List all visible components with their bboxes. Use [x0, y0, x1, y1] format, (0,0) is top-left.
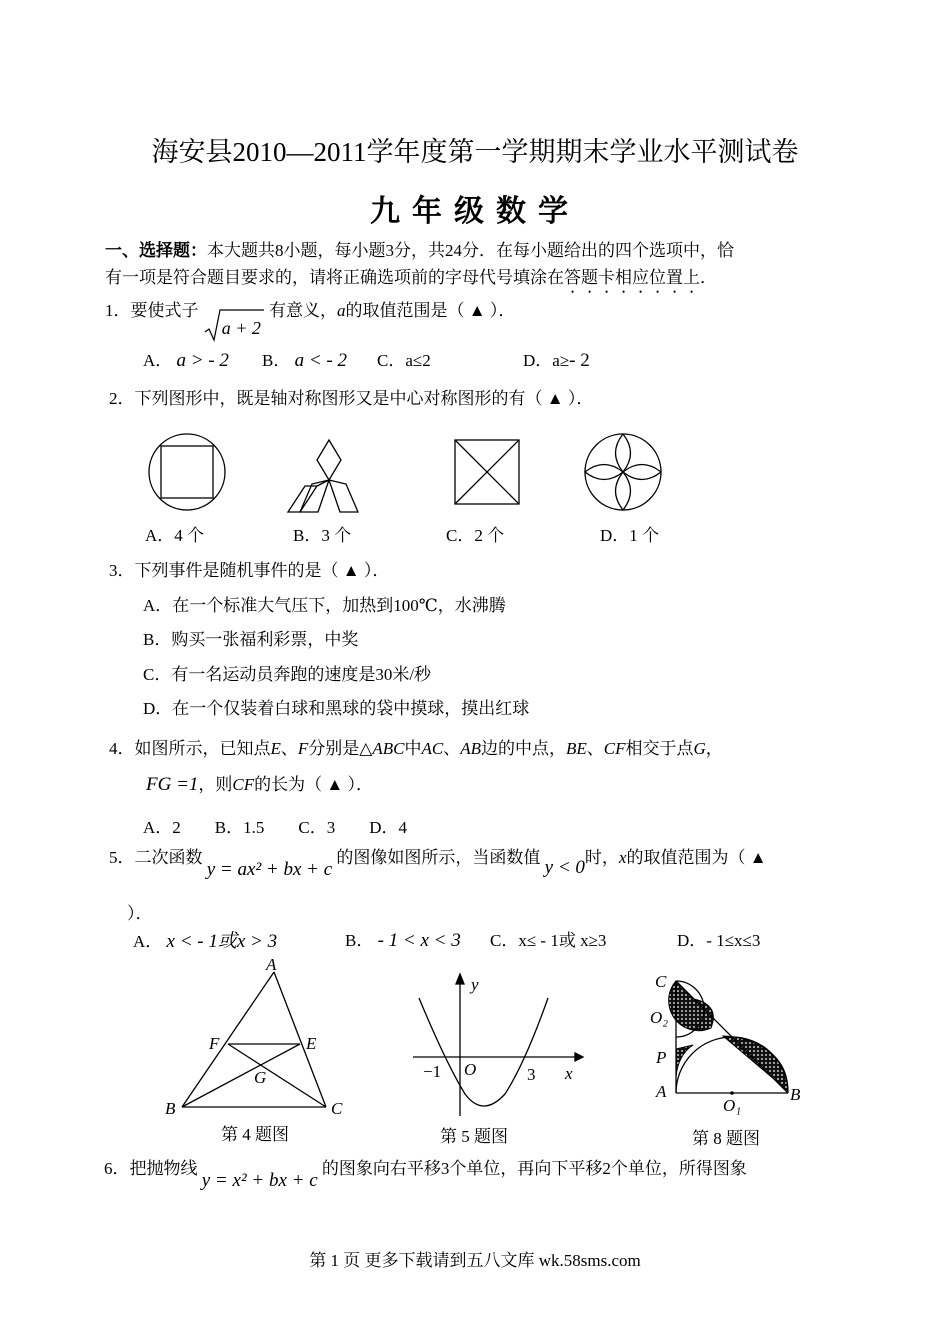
q1-text-c: 的取值范围是（ ▲ ）． — [345, 301, 516, 320]
text: 的取值范围为（ ▲ — [626, 848, 767, 867]
var: G — [693, 739, 706, 758]
option-value: - 1 < x < 3 — [377, 930, 461, 951]
side-ac — [274, 972, 326, 1107]
q1-text-b: 有意义， — [269, 301, 337, 320]
question-3-stem: 3．下列事件是随机事件的是（ ▲ ）． — [109, 561, 390, 580]
figure-circle-square — [149, 434, 225, 510]
label-b: B — [790, 1085, 801, 1104]
q4-options: A．2 B．1.5 C．3 D．4 — [143, 818, 407, 837]
var: CF — [603, 739, 626, 758]
question-2-stem: 2．下列图形中，既是轴对称图形又是中心对称图形的有（ ▲ ）． — [109, 389, 594, 408]
axis-label-x: x — [565, 1064, 573, 1083]
text: 、 — [443, 739, 461, 758]
period: ． — [700, 268, 717, 287]
page-subtitle: 九年级数学 — [370, 195, 580, 228]
q3-option-c: C．有一名运动员奔跑的速度是30米/秒 — [143, 665, 432, 684]
radicand: a + 2 — [221, 318, 261, 338]
q3-option-a: A．在一个标准大气压下，加热到100℃，水沸腾 — [143, 596, 506, 615]
question-5-stem-end: ）． — [127, 904, 153, 923]
option-label: B． — [262, 351, 291, 370]
equation: FG =1 — [146, 774, 199, 795]
q1-text-a: 1．要使式子 — [105, 301, 199, 320]
var: ABC — [372, 739, 405, 758]
option-value: - 2 — [569, 350, 590, 371]
question-4-stem-line-2 — [146, 770, 373, 796]
q3-option-b: B．购买一张福利彩票，中奖 — [143, 630, 359, 649]
option-label: A． — [143, 351, 173, 370]
function: y = ax² + bx + c — [206, 859, 333, 880]
label-e: E — [306, 1034, 317, 1053]
text: 的图像如图所示，当函数值 — [336, 848, 541, 867]
q5-option-a — [133, 926, 277, 953]
question-6-stem — [104, 1154, 747, 1191]
x-axis-arrow — [575, 1053, 583, 1061]
q5-option-c: C．x≤ - 1或 x≥3 — [490, 931, 607, 950]
var: BE — [565, 739, 587, 758]
figure-8-diagram — [648, 965, 808, 1120]
text: ，则 — [198, 775, 233, 794]
condition: y < 0 — [544, 857, 585, 878]
label-o1: O₁ — [723, 1096, 742, 1115]
question-4-stem-line-1 — [109, 734, 723, 759]
var: CF — [232, 775, 255, 794]
text: 5．二次函数 — [109, 848, 203, 867]
label-o2: O₂ — [650, 1008, 669, 1027]
text: 的长为（ ▲ ）． — [254, 775, 373, 794]
tick-label-neg1: −1 — [423, 1062, 442, 1081]
question-1-stem — [105, 296, 516, 338]
q1-option-d — [523, 346, 590, 372]
function: y = x² + bx + c — [201, 1170, 318, 1191]
text: 时， — [584, 848, 619, 867]
section-intro-text-2: 有一项是符合题目要求的，请将正确选项前的字母代号填涂在 — [105, 268, 564, 287]
q1-var: a — [337, 301, 346, 320]
q1-option-a — [143, 346, 229, 372]
axis-label-y: y — [471, 975, 479, 994]
text: 的图象向右平移3个单位，再向下平移2个单位，所得图象 — [321, 1159, 747, 1178]
label-f: F — [209, 1034, 220, 1053]
figure-circle-petals — [585, 434, 661, 510]
q2-option-c: C．2 个 — [446, 526, 505, 545]
figure-4-triangle — [160, 952, 360, 1122]
section-intro-text-1: 本大题共8小题，每小题3分，共24分．在每小题给出的四个选项中，恰 — [207, 241, 734, 260]
label-c: C — [655, 972, 667, 991]
segment-cf — [228, 1044, 326, 1107]
q2-option-b: B．3 个 — [293, 526, 352, 545]
option-label: B． — [345, 931, 374, 950]
tick-label-3: 3 — [527, 1065, 536, 1084]
label-p: P — [656, 1048, 667, 1067]
q5-option-b — [345, 926, 461, 952]
text: 4．如图所示，已知点 — [109, 739, 271, 758]
point-o1 — [730, 1091, 734, 1095]
sqrt-expression — [203, 310, 265, 338]
option-value: a > - 2 — [176, 350, 229, 371]
q2-figures — [140, 428, 680, 518]
parabola — [419, 998, 548, 1106]
figure-three-rhombi — [288, 440, 370, 512]
q2-option-d: D．1 个 — [600, 526, 660, 545]
y-axis-arrow — [456, 974, 464, 984]
var: AC — [421, 739, 444, 758]
text: 、 — [280, 739, 298, 758]
text: 6．把抛物线 — [104, 1159, 198, 1178]
figure-5-graph — [405, 968, 590, 1123]
option-value: a < - 2 — [294, 350, 347, 371]
figure-8-caption: 第 8 题图 — [692, 1129, 760, 1148]
shaded-region-left — [676, 1045, 693, 1077]
q1-option-b — [262, 346, 347, 372]
q2-option-a: A．4 个 — [145, 526, 205, 545]
text: 分别是△ — [308, 739, 373, 758]
figure-square-diagonals — [455, 440, 519, 504]
text: 边的中点， — [480, 739, 566, 758]
option-value: x < - 1或x > 3 — [166, 931, 278, 952]
q3-option-d: D．在一个仅装着白球和黑球的袋中摸球，摸出红球 — [143, 699, 530, 718]
text: 、 — [586, 739, 604, 758]
section-intro-line-2 — [105, 263, 717, 297]
figure-4-caption: 第 4 题图 — [221, 1125, 289, 1144]
segment-be — [182, 1044, 300, 1107]
label-g: G — [254, 1068, 267, 1087]
label-a: A — [266, 955, 277, 974]
var: AB — [460, 739, 481, 758]
page-title: 海安县2010—2011学年度第一学期期末学业水平测试卷 — [151, 137, 799, 167]
page-footer: 第 1 页 更多下载请到五八文库 wk.58sms.com — [309, 1251, 641, 1270]
label-c: C — [331, 1099, 343, 1118]
option-label: A． — [133, 932, 163, 951]
option-label: D．a≥ — [523, 351, 570, 370]
var: E — [270, 739, 281, 758]
point-o2 — [674, 1007, 678, 1011]
emphasis-text: 答题卡相应位置上 — [564, 268, 700, 287]
section-intro-line-1 — [105, 236, 734, 261]
text: 中 — [404, 739, 422, 758]
var: F — [297, 739, 309, 758]
text: 相交于点 — [625, 739, 694, 758]
q1-option-c: C．a≤2 — [377, 351, 431, 370]
text: ， — [705, 739, 723, 758]
question-5-stem — [109, 843, 767, 880]
label-b: B — [165, 1099, 176, 1118]
label-a: A — [656, 1082, 667, 1101]
figure-5-caption: 第 5 题图 — [440, 1127, 508, 1146]
section-heading: 一、选择题： — [105, 241, 207, 260]
q5-option-d: D．- 1≤x≤3 — [677, 931, 761, 950]
origin-label: O — [464, 1060, 477, 1079]
var: x — [618, 848, 627, 867]
